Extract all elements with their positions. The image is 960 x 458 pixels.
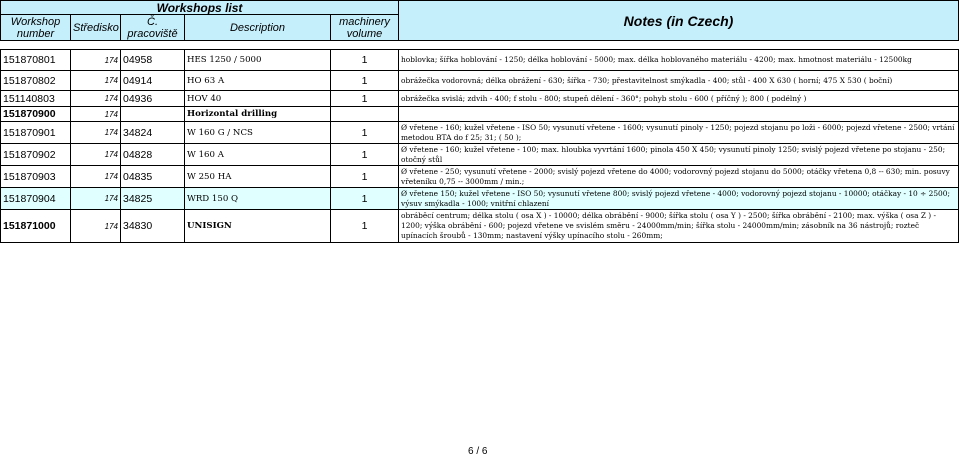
cell-notes: Ø vřetene - 250; vysunutí vřetene - 2000; svislý pojezd vřetene do 4000; vodorovný pojezd stojanu do 5000; otáčky vřetena 0,8 -- 630; min. posuvy vřeteníku 0,75 -- 3000mm / min.;	[399, 166, 959, 188]
cell-notes: Ø vřetene 150; kužel vřetene - ISO 50; vysunutí vřetene 800; svislý pojezd vřetene - 4000; vodorovný pojezd stojanu - 10000; otáčkay - 10 ÷ 2500; výsuv smýkadla - 1000; vnitřní chlazení	[399, 188, 959, 210]
header-stredisko: Středisko	[71, 15, 121, 41]
cell-number: 151870802	[1, 71, 71, 91]
table-row	[1, 71, 959, 91]
spacer-row	[1, 41, 959, 50]
cell-stredisko: 174	[71, 166, 121, 188]
table-row	[1, 144, 959, 166]
cell-number: 151140803	[1, 91, 71, 107]
cell-description: W 160 A	[185, 144, 331, 166]
cell-pracoviste: 34830	[121, 210, 185, 243]
cell-description: WRD 150 Q	[185, 188, 331, 210]
table-row	[1, 50, 959, 71]
cell-pracoviste: 34824	[121, 122, 185, 144]
table-row	[1, 107, 959, 122]
cell-pracoviste: 04914	[121, 71, 185, 91]
cell-number: 151870904	[1, 188, 71, 210]
cell-notes: obráběcí centrum; délka stolu ( osa X ) - 10000; délka obrábění - 9000; šířka stolu ( osa Y ) - 2500; šířka obrábění - 2100; max. výška ( osa Z ) - 1200; výška obrábění - 600; pojezd vřetene ve svislém směru - 24000mm/min; šířka stolu - 24000mm/min; zásobník na 36 nástrojů; rozteč upínacích šroubů - 130mm; nastavení výšky upínacího stolu - 260mm;	[399, 210, 959, 243]
table-row	[1, 188, 959, 210]
cell-pracoviste: 04958	[121, 50, 185, 71]
cell-notes: Ø vřetene - 160; kužel vřetene - 100; max. hloubka vyvrtání 1600; pinola 450 X 450; vysunutí pinoly 1250; svislý pojezd vřetene po stojanu - 250; otočný stůl	[399, 144, 959, 166]
cell-notes: obrážečka svislá; zdvih - 400; f stolu - 800; stupeň dělení - 360°; pohyb stolu - 600 ( příčný ); 800 ( podélný )	[399, 91, 959, 107]
table-row	[1, 91, 959, 107]
cell-description: HO 63 A	[185, 71, 331, 91]
cell-notes: Ø vřetene - 160; kužel vřetene - ISO 50; vysunutí vřetene - 1600; vysunutí pinoly - 1250; pojezd stojanu po loži - 6000; pojezd vřetene - 2500; vrtání metodou BTA do f 25; 31; ( 50 );	[399, 122, 959, 144]
cell-volume: 1	[331, 210, 399, 243]
cell-stredisko: 174	[71, 188, 121, 210]
header-notes: Notes (in Czech)	[399, 1, 959, 41]
header-title-row	[1, 1, 959, 15]
cell-volume: 1	[331, 188, 399, 210]
cell-pracoviste: 04828	[121, 144, 185, 166]
cell-pracoviste: 04936	[121, 91, 185, 107]
cell-volume	[331, 107, 399, 122]
cell-pracoviste: 04835	[121, 166, 185, 188]
header-number: Workshop number	[1, 15, 71, 41]
cell-stredisko: 174	[71, 50, 121, 71]
header-pracoviste: Č. pracoviště	[121, 15, 185, 41]
cell-volume: 1	[331, 71, 399, 91]
cell-pracoviste: 34825	[121, 188, 185, 210]
cell-stredisko: 174	[71, 107, 121, 122]
cell-volume: 1	[331, 50, 399, 71]
cell-pracoviste	[121, 107, 185, 122]
cell-notes: hoblovka; šířka hoblování - 1250; délka hoblování - 5000; max. délka hoblovaného materiálu - 4200; max. hmotnost materiálu - 12500kg	[399, 50, 959, 71]
cell-volume: 1	[331, 144, 399, 166]
cell-description: UNISIGN	[185, 210, 331, 243]
cell-number: 151870900	[1, 107, 71, 122]
cell-stredisko: 174	[71, 91, 121, 107]
cell-stredisko: 174	[71, 210, 121, 243]
cell-stredisko: 174	[71, 122, 121, 144]
header-description: Description	[185, 15, 331, 41]
cell-number: 151871000	[1, 210, 71, 243]
cell-number: 151870902	[1, 144, 71, 166]
header-volume: machinery volume	[331, 15, 399, 41]
table-row	[1, 122, 959, 144]
cell-stredisko: 174	[71, 144, 121, 166]
cell-number: 151870903	[1, 166, 71, 188]
cell-notes: obrážečka vodorovná; délka obrážení - 630; šířka - 730; přestavitelnost smýkadla - 400; stůl - 400 X 630 ( horní; 475 X 530 ( boční)	[399, 71, 959, 91]
cell-description: W 250 HA	[185, 166, 331, 188]
cell-volume: 1	[331, 122, 399, 144]
cell-number: 151870901	[1, 122, 71, 144]
cell-notes	[399, 107, 959, 122]
cell-description: HES 1250 / 5000	[185, 50, 331, 71]
cell-description: Horizontal drilling	[185, 107, 331, 122]
cell-volume: 1	[331, 91, 399, 107]
cell-stredisko: 174	[71, 71, 121, 91]
cell-description: HOV 40	[185, 91, 331, 107]
table-row	[1, 166, 959, 188]
table-row	[1, 210, 959, 243]
page-number: 6 / 6	[468, 446, 488, 457]
sheet-title: Workshops list	[1, 1, 399, 15]
cell-description: W 160 G / NCS	[185, 122, 331, 144]
cell-volume: 1	[331, 166, 399, 188]
cell-number: 151870801	[1, 50, 71, 71]
